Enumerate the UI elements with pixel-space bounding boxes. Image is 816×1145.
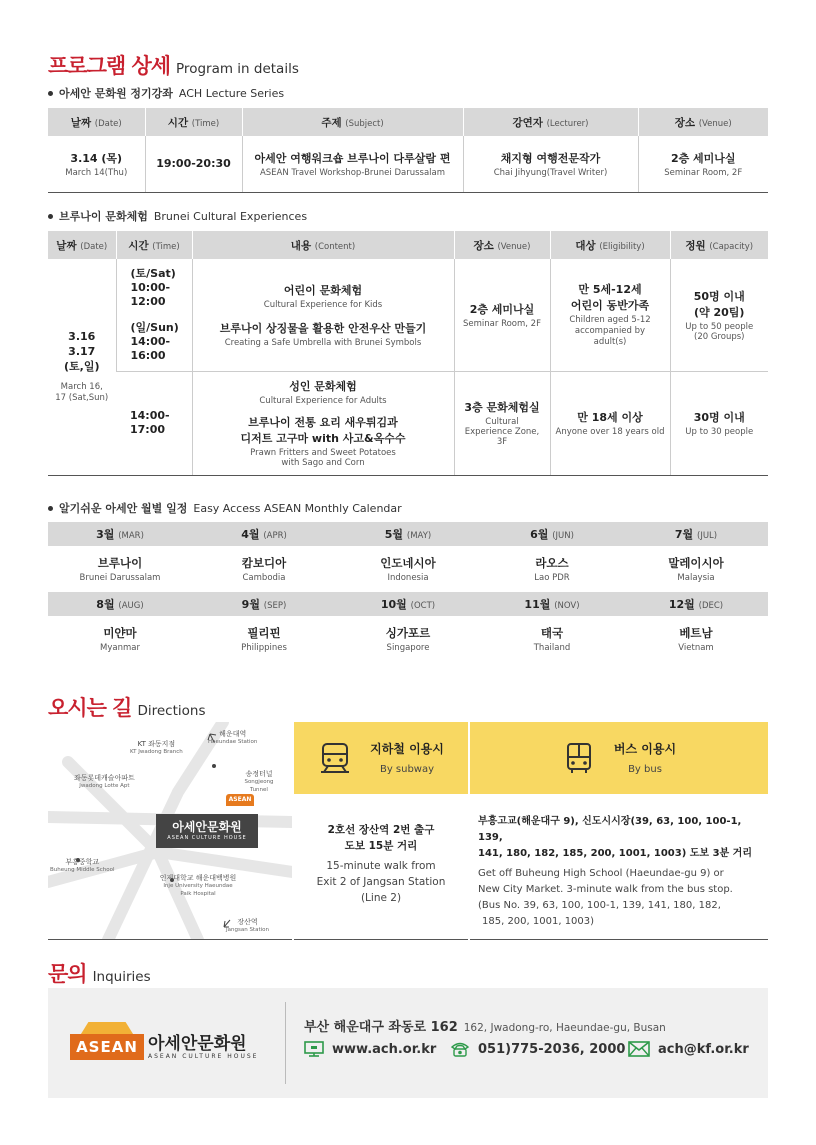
- month-cell: 7월 (JUL): [624, 522, 768, 546]
- program-title-ko: 프로그램 상세: [48, 54, 171, 78]
- country-cell: 인도네시아 Indonesia: [380, 556, 436, 583]
- phone-text: 051)775-2036, 2000: [478, 1041, 626, 1057]
- map-label-haeundae: 해운대역 Haeundae Station: [208, 730, 258, 745]
- adults-capacity: 30명 이내 Up to 30 people: [670, 371, 768, 475]
- address: [304, 1016, 666, 1035]
- map-label-hospital: 인제대학교 해운대백병원 Inje University Haeundae Paik Hospital: [159, 874, 237, 897]
- brunei-header-content: 내용 (Content): [192, 231, 454, 259]
- map-ach-marker: ASEAN: [226, 794, 254, 806]
- country-cell: 미얀마 Myanmar: [100, 626, 140, 653]
- country-cell: 베트남 Vietnam: [678, 626, 714, 653]
- lecture-header-lecturer: 강연자 (Lecturer): [463, 108, 638, 136]
- country-cell: 싱가포르 Singapore: [385, 626, 431, 653]
- lecture-table: [48, 108, 768, 193]
- subway-body: 2호선 장산역 2번 출구 도보 15분 거리 15-minute walk from Exit 2 of Jangsan Station (Line 2): [316, 824, 446, 904]
- month-cell: 5월 (MAY): [336, 522, 480, 546]
- month-cell: 4월 (APR): [192, 522, 336, 546]
- lecture-date: 3.14 (목) March 14(Thu): [48, 136, 145, 192]
- inquiries-panel: [48, 988, 768, 1098]
- brunei-header-time: 시간 (Time): [116, 231, 192, 259]
- bus-icon: [562, 741, 596, 775]
- calendar-month-row: [48, 522, 768, 546]
- subway-title-en: By subway: [379, 764, 435, 775]
- brunei-header-eligibility: 대상 (Eligibility): [550, 231, 670, 259]
- subway-box: [294, 722, 468, 940]
- brunei-header-venue: 장소 (Venue): [454, 231, 550, 259]
- calendar-country-row: [48, 546, 768, 592]
- adults-eligibility: 만 18세 이상 Anyone over 18 years old: [550, 371, 670, 475]
- ach-logo: [70, 1022, 258, 1062]
- country-cell: 태국 Thailand: [533, 626, 571, 653]
- calendar-heading: [48, 500, 402, 516]
- map-label-school: 부흥중학교 Buheung Middle School: [50, 858, 115, 873]
- table-row: [48, 136, 768, 192]
- calendar-heading-ko: 알기쉬운 아세안 월별 일정: [59, 502, 188, 515]
- map-label-tunnel: 송정터널 Songjeong Tunnel: [244, 770, 274, 793]
- email-link[interactable]: [628, 1041, 749, 1057]
- email-text: ach@kf.or.kr: [658, 1041, 749, 1057]
- lecture-venue: 2층 세미나실 Seminar Room, 2F: [638, 136, 768, 192]
- month-cell: 10월 (OCT): [336, 592, 480, 616]
- inquiries-title-en: Inquiries: [92, 969, 151, 985]
- directions-title: [48, 692, 206, 722]
- calendar-heading-en: Easy Access ASEAN Monthly Calendar: [193, 501, 402, 515]
- address-en: 162, Jwadong-ro, Haeundae-gu, Busan: [463, 1022, 666, 1034]
- kids-time: (토/Sat) 10:00- 12:00 (일/Sun) 14:00- 16:00: [116, 259, 192, 371]
- bullet-icon: [48, 506, 53, 511]
- bullet-icon: [48, 91, 53, 96]
- bus-title-en: By bus: [628, 764, 662, 775]
- month-cell: 12월 (DEC): [624, 592, 768, 616]
- lecture-heading-en: ACH Lecture Series: [178, 86, 285, 100]
- program-title-en: Program in details: [176, 61, 299, 77]
- bus-body: 부흥고교(해운대구 9), 신도시시장(39, 63, 100, 100-1, 139, 141, 180, 182, 185, 200, 1001, 1003) 도보 3분 거리 Get off Buheung High School (Haeundae-gu 9) or New City Market. 3-minute walk from the bus stop. (Bus No. 39, 63, 100, 100-1, 139, 141, 180, 182, 185, 200, 1001, 1003): [478, 816, 752, 927]
- lecture-heading: [48, 85, 284, 101]
- map-label-jangsan: 장산역 Jangsan Station: [226, 918, 269, 933]
- map-label-kt: KT 좌동지점 KT Jwadong Branch: [130, 740, 183, 755]
- lecture-header-row: [48, 108, 768, 136]
- adults-content: 성인 문화체험 Cultural Experience for Adults 브루나이 전통 요리 새우튀김과 디저트 고구마 with 사고&옥수수 Prawn Fritters and Sweet Potatoes with Sago and Corn: [192, 371, 454, 475]
- lecture-time: 19:00-20:30: [145, 136, 242, 192]
- adults-time: 14:00- 17:00: [116, 371, 192, 475]
- directions-title-en: Directions: [137, 703, 206, 719]
- lecture-header-date: 날짜 (Date): [48, 108, 145, 136]
- brunei-heading-en: Brunei Cultural Experiences: [153, 209, 308, 223]
- monitor-icon: [304, 1041, 324, 1057]
- table-row: [48, 371, 768, 475]
- logo-mark: ASEAN: [70, 1034, 144, 1060]
- calendar-country-row: [48, 616, 768, 662]
- country-cell: 말레이시아 Malaysia: [668, 556, 724, 583]
- country-cell: 필리핀 Philippines: [241, 626, 287, 653]
- subway-title-ko: 지하철 이용시: [370, 742, 444, 756]
- kids-capacity: 50명 이내 (약 20팀) Up to 50 people (20 Groups): [670, 259, 768, 371]
- bullet-icon: [48, 214, 53, 219]
- kids-eligibility: 만 5세-12세 어린이 동반가족 Children aged 5-12 accompanied by adult(s): [550, 259, 670, 371]
- logo-en: ASEAN CULTURE HOUSE: [148, 1053, 259, 1060]
- bus-header: [470, 722, 768, 794]
- country-cell: 라오스 Lao PDR: [534, 556, 570, 583]
- kids-content: 어린이 문화체험 Cultural Experience for Kids 브루나이 상징물을 활용한 안전우산 만들기 Creating a Safe Umbrella with Brunei Symbols: [192, 259, 454, 371]
- adults-venue: 3층 문화체험실 Cultural Experience Zone, 3F: [454, 371, 550, 475]
- inquiries-title: [48, 958, 151, 988]
- bus-box: [470, 722, 768, 940]
- logo-ko: 아세안문화원: [148, 1034, 247, 1054]
- lecture-lecturer: 채지형 여행전문작가 Chai Jihyung(Travel Writer): [463, 136, 638, 192]
- kids-venue: 2층 세미나실 Seminar Room, 2F: [454, 259, 550, 371]
- divider: [285, 1002, 286, 1084]
- map-label-lotte: 좌동롯데캐슬아파트 Jwadong Lotte Apt: [74, 774, 135, 789]
- month-cell: 9월 (SEP): [192, 592, 336, 616]
- lecture-header-venue: 장소 (Venue): [638, 108, 768, 136]
- phone-link[interactable]: [450, 1041, 625, 1057]
- lecture-header-time: 시간 (Time): [145, 108, 242, 136]
- bus-title-ko: 버스 이용시: [613, 742, 677, 756]
- brunei-heading: [48, 208, 307, 224]
- directions-title-ko: 오시는 길: [48, 696, 132, 720]
- brunei-date: 3.16 3.17 (토,일) March 16, 17 (Sat,Sun): [48, 259, 116, 475]
- subway-header: [294, 722, 468, 794]
- subway-icon: [318, 741, 352, 775]
- table-row: [48, 259, 768, 371]
- calendar-month-row: [48, 592, 768, 616]
- phone-icon: [450, 1041, 470, 1057]
- lecture-header-subject: 주제 (Subject): [242, 108, 463, 136]
- brunei-table: [48, 231, 768, 476]
- lecture-subject: 아세안 여행워크숍 브루나이 다루살람 편 ASEAN Travel Workshop-Brunei Darussalam: [242, 136, 463, 192]
- brunei-heading-ko: 브루나이 문화체험: [59, 210, 148, 223]
- program-title: [48, 50, 299, 80]
- brunei-header-date: 날짜 (Date): [48, 231, 116, 259]
- brunei-header-capacity: 정원 (Capacity): [670, 231, 768, 259]
- month-cell: 6월 (JUN): [480, 522, 624, 546]
- website-text: www.ach.or.kr: [332, 1041, 437, 1057]
- brunei-header-row: [48, 231, 768, 259]
- country-cell: 브루나이 Brunei Darussalam: [79, 556, 161, 583]
- month-cell: 11월 (NOV): [480, 592, 624, 616]
- map-ach-box: 아세안문화원 ASEAN CULTURE HOUSE: [156, 814, 258, 848]
- website-link[interactable]: [304, 1041, 436, 1057]
- month-cell: 3월 (MAR): [48, 522, 192, 546]
- calendar-table: [48, 522, 768, 662]
- inquiries-title-ko: 문의: [48, 962, 87, 986]
- location-map: [48, 722, 292, 940]
- address-ko: 부산 해운대구 좌동로 162: [304, 1020, 458, 1035]
- country-cell: 캄보디아 Cambodia: [241, 556, 287, 583]
- lecture-heading-ko: 아세안 문화원 정기강좌: [59, 87, 173, 100]
- mail-icon: [628, 1041, 650, 1057]
- month-cell: 8월 (AUG): [48, 592, 192, 616]
